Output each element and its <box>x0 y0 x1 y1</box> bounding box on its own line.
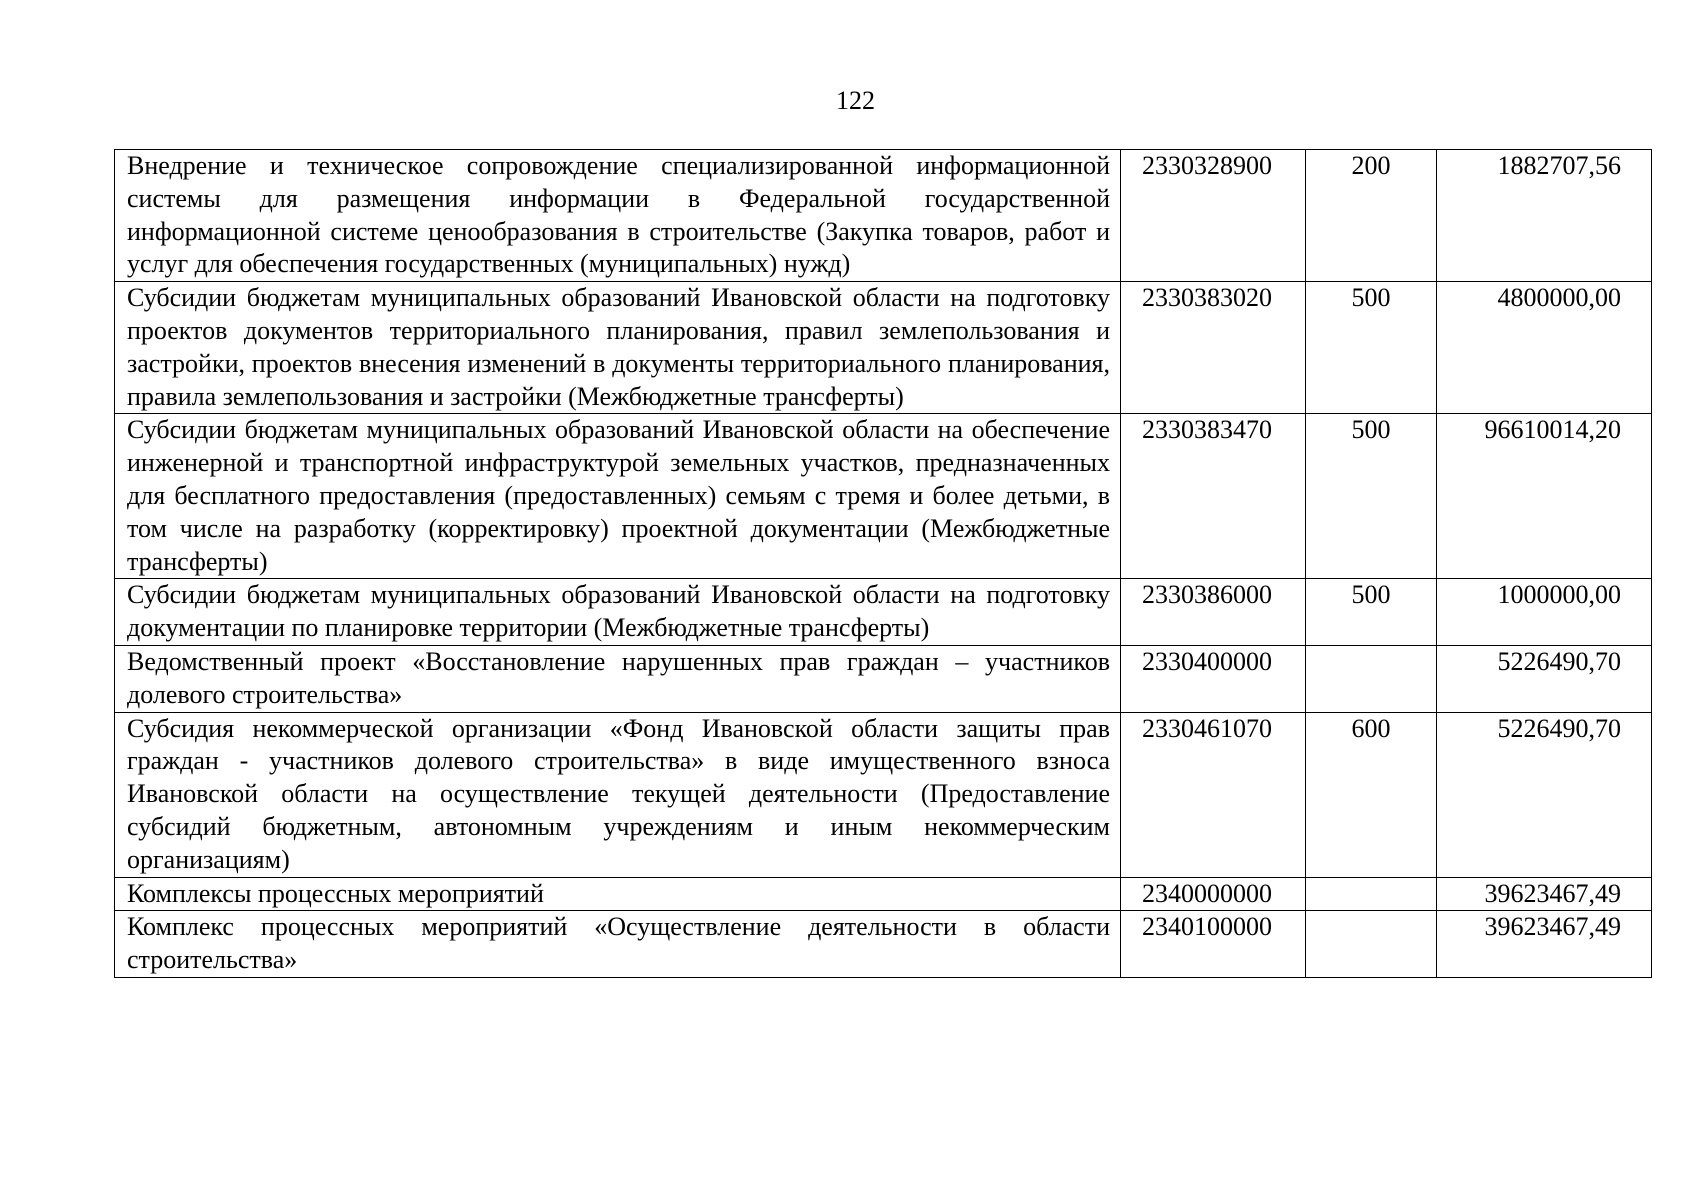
table-row <box>115 414 1652 579</box>
row-expense-type: 500 <box>1306 282 1437 414</box>
row-amount: 39623467,49 <box>1437 877 1652 911</box>
row-amount: 1000000,00 <box>1437 579 1652 646</box>
row-name: Субсидии бюджетам муниципальных образований Ивановской области на подготовку проектов документов территориального планирования, правил землепользования и застройки, проектов внесения изменений в документы территориального планирования, правила землепользования и застройки (Межбюджетные трансферты) <box>115 282 1121 414</box>
row-expense-type: 500 <box>1306 414 1437 579</box>
row-code: 2330383020 <box>1121 282 1306 414</box>
row-name: Субсидия некоммерческой организации «Фонд Ивановской области защиты прав граждан - участников долевого строительства» в виде имущественного взноса Ивановской области на осуществление текущей деятельности (Предоставление субсидий бюджетным, автономным учреждениям и иным некоммерческим организациям) <box>115 712 1121 877</box>
row-amount: 96610014,20 <box>1437 414 1652 579</box>
row-amount: 5226490,70 <box>1437 645 1652 712</box>
table-row <box>115 150 1652 282</box>
row-code: 2330328900 <box>1121 150 1306 282</box>
row-name: Комплексы процессных мероприятий <box>115 877 1121 911</box>
row-amount: 1882707,56 <box>1437 150 1652 282</box>
row-amount: 39623467,49 <box>1437 911 1652 978</box>
row-name: Ведомственный проект «Восстановление нарушенных прав граждан – участников долевого строительства» <box>115 645 1121 712</box>
table-row <box>115 645 1652 712</box>
row-code: 2340000000 <box>1121 877 1306 911</box>
row-code: 2330383470 <box>1121 414 1306 579</box>
row-expense-type <box>1306 877 1437 911</box>
row-expense-type: 500 <box>1306 579 1437 646</box>
row-amount: 5226490,70 <box>1437 712 1652 877</box>
row-name: Внедрение и техническое сопровождение специализированной информационной системы для размещения информации в Федеральной государственной информационной системе ценообразования в строительстве (Закупка товаров, работ и услуг для обеспечения государственных (муниципальных) нужд) <box>115 150 1121 282</box>
row-code: 2340100000 <box>1121 911 1306 978</box>
row-expense-type <box>1306 645 1437 712</box>
row-name: Комплекс процессных мероприятий «Осуществление деятельности в области строительства» <box>115 911 1121 978</box>
row-expense-type <box>1306 911 1437 978</box>
table-row <box>115 877 1652 911</box>
row-expense-type: 200 <box>1306 150 1437 282</box>
row-name: Субсидии бюджетам муниципальных образований Ивановской области на подготовку документации по планировке территории (Межбюджетные трансферты) <box>115 579 1121 646</box>
row-expense-type: 600 <box>1306 712 1437 877</box>
table-row <box>115 712 1652 877</box>
row-amount: 4800000,00 <box>1437 282 1652 414</box>
table-row <box>115 911 1652 978</box>
row-code: 2330386000 <box>1121 579 1306 646</box>
row-code: 2330400000 <box>1121 645 1306 712</box>
table-row <box>115 579 1652 646</box>
page-number: 122 <box>836 86 875 115</box>
table-row <box>115 282 1652 414</box>
budget-table <box>114 149 1652 978</box>
row-code: 2330461070 <box>1121 712 1306 877</box>
row-name: Субсидии бюджетам муниципальных образований Ивановской области на обеспечение инженерной и транспортной инфраструктурой земельных участков, предназначенных для бесплатного предоставления (предоставленных) семьям с тремя и более детьми, в том числе на разработку (корректировку) проектной документации (Межбюджетные трансферты) <box>115 414 1121 579</box>
